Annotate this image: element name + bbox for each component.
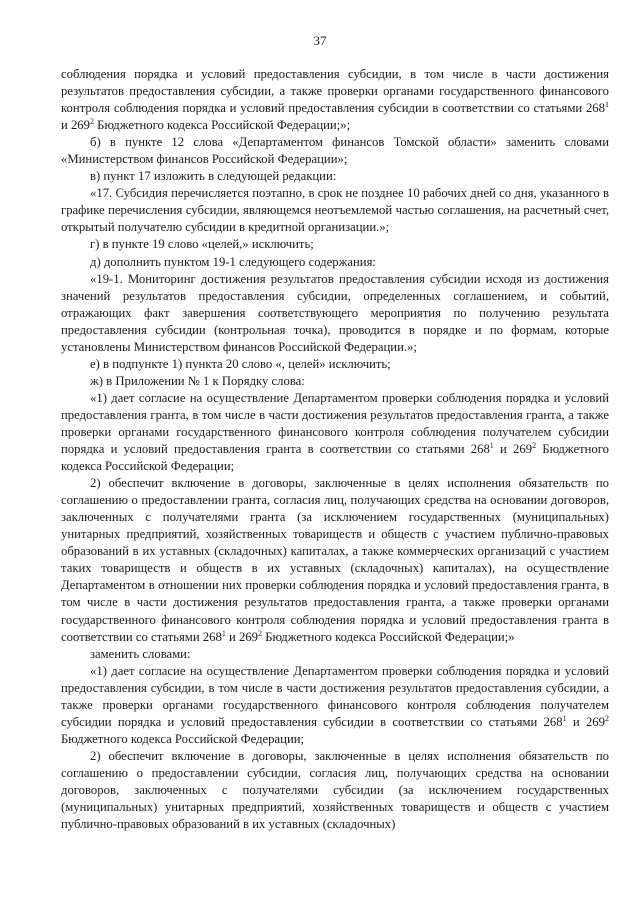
superscript: 2: [532, 441, 537, 451]
superscript: 1: [605, 100, 609, 110]
paragraph: [61, 236, 609, 253]
paragraph: [61, 663, 609, 748]
text-run: Бюджетного кодекса Российской Федерации;: [61, 442, 609, 474]
paragraph: [61, 134, 609, 168]
paragraph: [61, 373, 609, 390]
text-run: Бюджетного кодекса Российской Федерации;»;: [94, 118, 351, 133]
paragraph: [61, 254, 609, 271]
text-run: «1) дает согласие на осуществление Департаментом проверки соблюдения порядка и условий предоставления субсидии, в том числе в части достижения результатов предоставления субсидии, а также проверки органами государственного финансового контроля соблюдения получателем субсидии порядка и условий предоставления субсидии в соответствии со статьями 268: [61, 663, 609, 729]
text-run: д) дополнить пунктом 19-1 следующего содержания:: [90, 254, 376, 269]
superscript: 1: [562, 713, 567, 723]
paragraph: [61, 185, 609, 236]
text-run: «17. Субсидия перечисляется поэтапно, в срок не позднее 10 рабочих дней со дня, указанного в графике перечисления субсидии, являющемся неотъемлемой частью соглашения, на расчетный счет, открытый получателю субсидии в кредитной организации.»;: [61, 186, 609, 235]
page-number: 37: [313, 33, 327, 48]
superscript: 2: [605, 713, 609, 723]
text-run: и 269: [61, 118, 90, 133]
text-run: ж) в Приложении № 1 к Порядку слова:: [90, 373, 305, 388]
text-run: е) в подпункте 1) пункта 20 слово «, целей» исключить;: [90, 356, 391, 371]
text-run: и 269: [493, 442, 533, 457]
paragraph: [61, 168, 609, 185]
paragraph: [61, 271, 609, 356]
paragraph: [61, 390, 609, 475]
text-run: б) в пункте 12 слова «Департаментом финансов Томской области» заменить словами «Министерством финансов Российской Федерации»;: [61, 135, 609, 167]
text-run: г) в пункте 19 слово «целей,» исключить;: [90, 237, 314, 252]
paragraph: [61, 356, 609, 373]
superscript: 1: [489, 441, 494, 451]
text-run: Бюджетного кодекса Российской Федерации;»: [262, 629, 515, 644]
text-run: в) пункт 17 изложить в следующей редакции:: [90, 169, 337, 184]
paragraph: [61, 748, 609, 833]
paragraph: [61, 475, 609, 645]
paragraph: [61, 646, 609, 663]
paragraph: [61, 66, 609, 134]
superscript: 1: [221, 628, 226, 638]
text-run: 2) обеспечит включение в договоры, заключенные в целях исполнения обязательств по соглашению о предоставлении субсидии, согласия лиц, получающих средства на основании договоров, заключенных с получателями субсидии (за исключением государственных (муниципальных) унитарных предприятий, хозяйственных товариществ и обществ с участием публично-правовых образований в их уставных (складочных): [61, 748, 609, 832]
text-run: 2) обеспечит включение в договоры, заключенные в целях исполнения обязательств по соглашению о предоставлении гранта, согласия лиц, получающих средства на основании договоров, заключенных с получателями гранта (за исключением государственных (муниципальных) унитарных предприятий, хозяйственных товариществ и обществ с участием публично-правовых образований в их уставных (складочных) капиталах, а также коммерческих организаций с участием таких товариществ и обществ в их уставных (складочных) капиталах), на осуществление Департаментом в отношении них проверки соблюдения порядка и условий предоставления гранта, в том числе в части достижения результатов предоставления гранта, а также проверки органами государственного финансового контроля соблюдения порядка и условий предоставления гранта в соответствии со статьями 268: [61, 476, 609, 644]
superscript: 2: [90, 117, 94, 127]
text-run: и 269: [566, 714, 605, 729]
text-run: «19-1. Мониторинг достижения результатов предоставления субсидии исходя из достижения значений результатов предоставления субсидии, определенных соглашением, и событий, отражающих факт завершения соответствующего мероприятия по получению результата предоставления субсидии (контрольная точка), проводится в порядке и по формам, которые установлены Министерством финансов Российской Федерации.»;: [61, 271, 609, 354]
superscript: 2: [258, 628, 263, 638]
text-run: соблюдения порядка и условий предоставления субсидии, в том числе в части достижения результатов предоставления субсидии, а также проверки органами государственного финансового контроля соблюдения порядка и условий предоставления субсидии в соответствии со статьями 268: [61, 67, 609, 116]
text-run: Бюджетного кодекса Российской Федерации;: [61, 731, 305, 746]
text-run: заменить словами:: [90, 646, 191, 661]
document-text: [61, 66, 609, 833]
text-run: и 269: [225, 629, 259, 644]
text-run: «1) дает согласие на осуществление Департаментом проверки соблюдения порядка и условий предоставления гранта, в том числе в части достижения результатов предоставления гранта, а также проверки органами государственного финансового контроля соблюдения получателем субсидии порядка и условий предоставления гранта в соответствии со статьями 268: [61, 390, 609, 457]
